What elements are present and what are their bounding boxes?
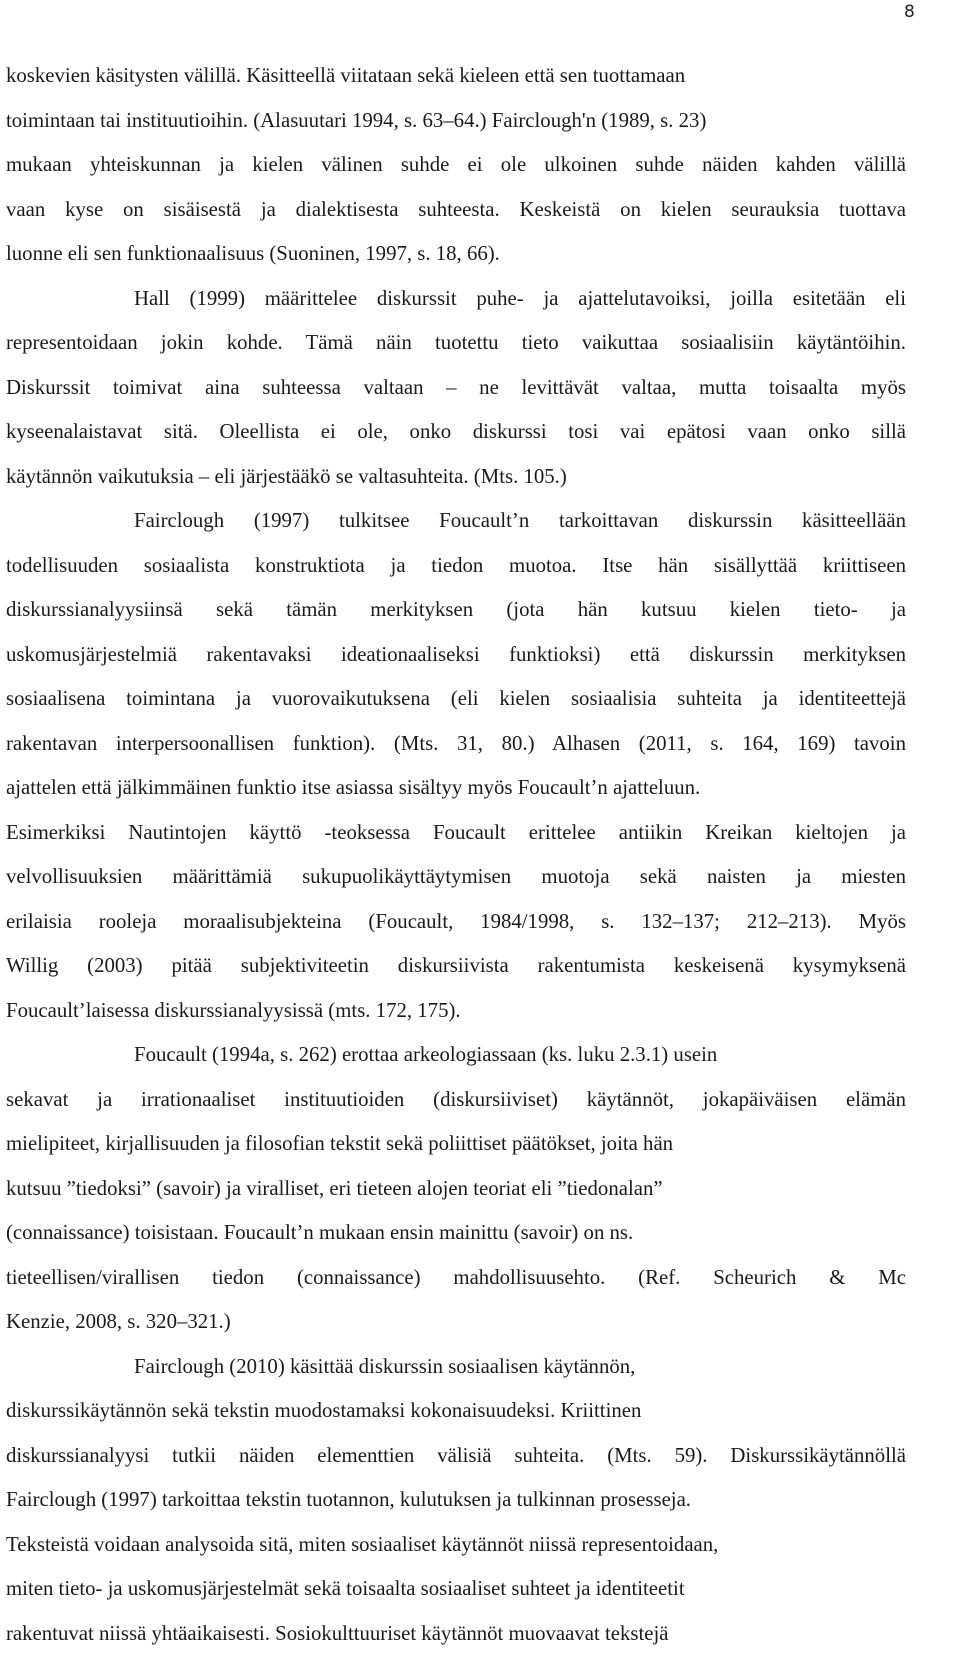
text-line: uskomusjärjestelmiä rakentavaksi ideationaaliseksi funktioksi) että diskurssin merkityksen <box>6 642 906 666</box>
text-line: rakentuvat niissä yhtäaikaisesti. Sosiokulttuuriset käytännöt muovaavat tekstejä <box>6 1621 669 1645</box>
text-line: Diskurssit toimivat aina suhteessa valtaan – ne levittävät valtaa, mutta toisaalta myös <box>6 375 906 399</box>
text-line: vaan kyse on sisäisestä ja dialektisesta suhteesta. Keskeistä on kielen seurauksia tuottava <box>6 197 906 221</box>
text-line: Fairclough (2010) käsittää diskurssin sosiaalisen käytännön, <box>134 1354 636 1378</box>
text-line: representoidaan jokin kohde. Tämä näin tuotettu tieto vaikuttaa sosiaalisiin käytäntöihin. <box>6 331 906 354</box>
text-line: Kenzie, 2008, s. 320–321.) <box>6 1310 231 1333</box>
text-line: mukaan yhteiskunnan ja kielen välinen suhde ei ole ulkoinen suhde näiden kahden välillä <box>6 153 906 176</box>
text-line: sekavat ja irrationaaliset instituutioiden (diskursiiviset) käytännöt, jokapäiväisen elämän <box>6 1087 906 1111</box>
text-line: ajattelen että jälkimmäinen funktio itse asiassa sisältyy myös Foucault’n ajatteluun. <box>6 776 701 799</box>
text-line: sosiaalisena toimintana ja vuorovaikutuksena (eli kielen sosiaalisia suhteita ja identiteettejä <box>6 687 906 710</box>
body-text <box>6 54 906 1656</box>
text-line: diskurssianalyysi tutkii näiden elementtien välisiä suhteita. (Mts. 59). Diskurssikäytännöllä <box>6 1443 906 1467</box>
text-line: (connaissance) toisistaan. Foucault’n mukaan ensin mainittu (savoir) on ns. <box>6 1221 634 1244</box>
text-line: Hall (1999) määrittelee diskurssit puhe- ja ajattelutavoiksi, joilla esitetään eli <box>134 286 906 310</box>
text-line: käytännön vaikutuksia – eli järjestääkö se valtasuhteita. (Mts. 105.) <box>6 464 567 488</box>
text-line: luonne eli sen funktionaalisuus (Suoninen, 1997, s. 18, 66). <box>6 242 500 265</box>
text-line: todellisuuden sosiaalista konstruktiota ja tiedon muotoa. Itse hän sisällyttää kriittiseen <box>6 553 906 577</box>
text-line: miten tieto- ja uskomusjärjestelmät sekä toisaalta sosiaaliset suhteet ja identiteetit <box>6 1577 685 1600</box>
text-line: tieteellisen/virallisen tiedon (connaissance) mahdollisuusehto. (Ref. Scheurich & Mc <box>6 1265 906 1289</box>
text-line: Willig (2003) pitää subjektiviteetin diskursiivista rakentumista keskeisenä kysymyksenä <box>6 954 906 977</box>
text-line: diskurssikäytännön sekä tekstin muodostamaksi kokonaisuudeksi. Kriittinen <box>6 1399 642 1422</box>
text-line: kyseenalaistavat sitä. Oleellista ei ole, onko diskurssi tosi vai epätosi vaan onko sillä <box>6 420 906 443</box>
text-line: Foucault (1994a, s. 262) erottaa arkeologiassaan (ks. luku 2.3.1) usein <box>134 1043 718 1066</box>
text-line: Teksteistä voidaan analysoida sitä, miten sosiaaliset käytännöt niissä representoidaan, <box>6 1532 719 1556</box>
text-line: Fairclough (1997) tarkoittaa tekstin tuotannon, kulutuksen ja tulkinnan prosesseja. <box>6 1488 692 1511</box>
text-line: erilaisia rooleja moraalisubjekteina (Foucault, 1984/1998, s. 132–137; 212–213). Myös <box>6 909 906 933</box>
text-line: Fairclough (1997) tulkitsee Foucault’n tarkoittavan diskurssin käsitteellään <box>134 509 906 532</box>
page-number: 8 <box>904 2 915 22</box>
text-line: Esimerkiksi Nautintojen käyttö -teoksessa Foucault erittelee antiikin Kreikan kieltojen ja <box>6 820 906 844</box>
text-line: rakentavan interpersoonallisen funktion). (Mts. 31, 80.) Alhasen (2011, s. 164, 169) tavoin <box>6 731 906 755</box>
text-line: mielipiteet, kirjallisuuden ja filosofian tekstit sekä poliittiset päätökset, joita hän <box>6 1132 674 1155</box>
text-line: velvollisuuksien määrittämiä sukupuolikäyttäytymisen muotoja sekä naisten ja miesten <box>6 865 906 888</box>
text-line: kutsuu ”tiedoksi” (savoir) ja viralliset, eri tieteen alojen teoriat eli ”tiedonalan” <box>6 1176 663 1200</box>
text-line: koskevien käsitysten välillä. Käsitteellä viitataan sekä kieleen että sen tuottamaan <box>6 64 686 87</box>
text-line: diskurssianalyysiinsä sekä tämän merkityksen (jota hän kutsuu kielen tieto- ja <box>6 598 906 621</box>
text-line: Foucault’laisessa diskurssianalyysissä (mts. 172, 175). <box>6 998 461 1022</box>
text-line: toimintaan tai instituutioihin. (Alasuutari 1994, s. 63–64.) Fairclough'n (1989, s. 23) <box>6 108 707 132</box>
